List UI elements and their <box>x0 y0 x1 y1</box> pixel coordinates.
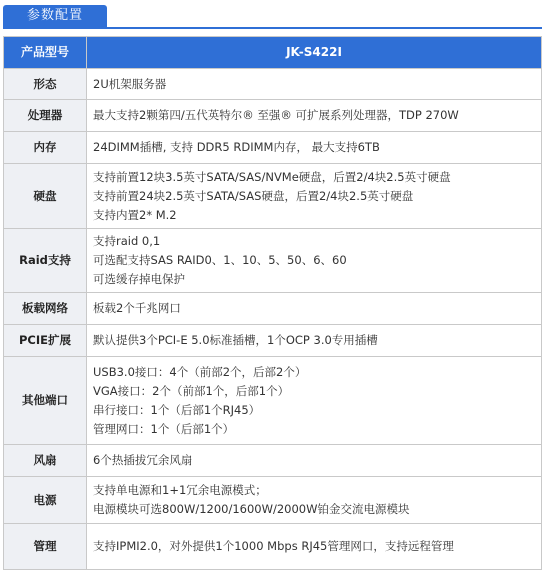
row-value <box>87 229 542 293</box>
value-line: 支持前置12块3.5英寸SATA/SAS/NVMe硬盘，后置2/4块2.5英寸硬盘 <box>93 169 451 184</box>
header-label: 产品型号 <box>4 37 87 69</box>
section-tab: 参数配置 <box>3 5 107 27</box>
table-row <box>4 293 542 325</box>
section-underline <box>3 27 542 29</box>
value-line: 板载2个千兆网口 <box>93 301 181 315</box>
table-row <box>4 477 542 524</box>
row-label: 形态 <box>4 69 87 100</box>
row-value <box>87 357 542 445</box>
value-line: 默认提供3个PCI-E 5.0标准插槽，1个OCP 3.0专用插槽 <box>93 333 378 347</box>
spec-table <box>3 36 542 570</box>
table-row <box>4 132 542 164</box>
row-label: 其他端口 <box>4 357 87 445</box>
value-line: 支持前置24块2.5英寸SATA/SAS硬盘，后置2/4块2.5英寸硬盘 <box>93 188 414 203</box>
row-label: Raid支持 <box>4 229 87 293</box>
value-line: 可选缓存掉电保护 <box>93 272 185 286</box>
value-line: 支持raid 0,1 <box>93 234 161 248</box>
value-line: 管理网口：1个（后部1个） <box>93 421 235 436</box>
table-row <box>4 164 542 229</box>
row-value <box>87 69 542 100</box>
value-line: 支持单电源和1+1冗余电源模式； <box>93 483 267 497</box>
table-row <box>4 357 542 445</box>
row-label: 风扇 <box>4 445 87 477</box>
value-line: 可选配支持SAS RAID0、1、10、5、50、6、60 <box>93 253 347 267</box>
table-header-row <box>4 37 542 69</box>
table-row <box>4 100 542 132</box>
table-row <box>4 524 542 570</box>
row-label: 处理器 <box>4 100 87 132</box>
value-line: 支持IPMI2.0，对外提供1个1000 Mbps RJ45管理网口，支持远程管理 <box>93 539 454 553</box>
value-line: 最大支持2颗第四/五代英特尔® 至强® 可扩展系列处理器，TDP 270W <box>93 108 459 122</box>
table-row <box>4 445 542 477</box>
value-line: VGA接口：2个（前部1个，后部1个） <box>93 383 290 398</box>
row-label: PCIE扩展 <box>4 325 87 357</box>
row-value <box>87 325 542 357</box>
table-row <box>4 229 542 293</box>
row-value <box>87 100 542 132</box>
value-line: 支持内置2* M.2 <box>93 207 177 222</box>
row-label: 板载网络 <box>4 293 87 325</box>
row-value <box>87 524 542 570</box>
row-label: 管理 <box>4 524 87 570</box>
row-value <box>87 132 542 164</box>
value-line: 6个热插拔冗余风扇 <box>93 453 193 467</box>
row-value <box>87 445 542 477</box>
row-label: 硬盘 <box>4 164 87 229</box>
value-line: USB3.0接口：4个（前部2个，后部2个） <box>93 364 307 379</box>
header-model: JK-S422I <box>87 37 542 69</box>
value-line: 2U机架服务器 <box>93 76 167 91</box>
table-row <box>4 69 542 100</box>
row-value <box>87 477 542 524</box>
value-line: 电源模块可选800W/1200/1600W/2000W铂金交流电源模块 <box>93 502 410 516</box>
row-label: 内存 <box>4 132 87 164</box>
row-value <box>87 293 542 325</box>
row-value <box>87 164 542 229</box>
value-line: 串行接口：1个（后部1个RJ45） <box>93 402 261 417</box>
table-row <box>4 325 542 357</box>
value-line: 24DIMM插槽, 支持 DDR5 RDIMM内存， 最大支持6TB <box>93 140 380 154</box>
row-label: 电源 <box>4 477 87 524</box>
